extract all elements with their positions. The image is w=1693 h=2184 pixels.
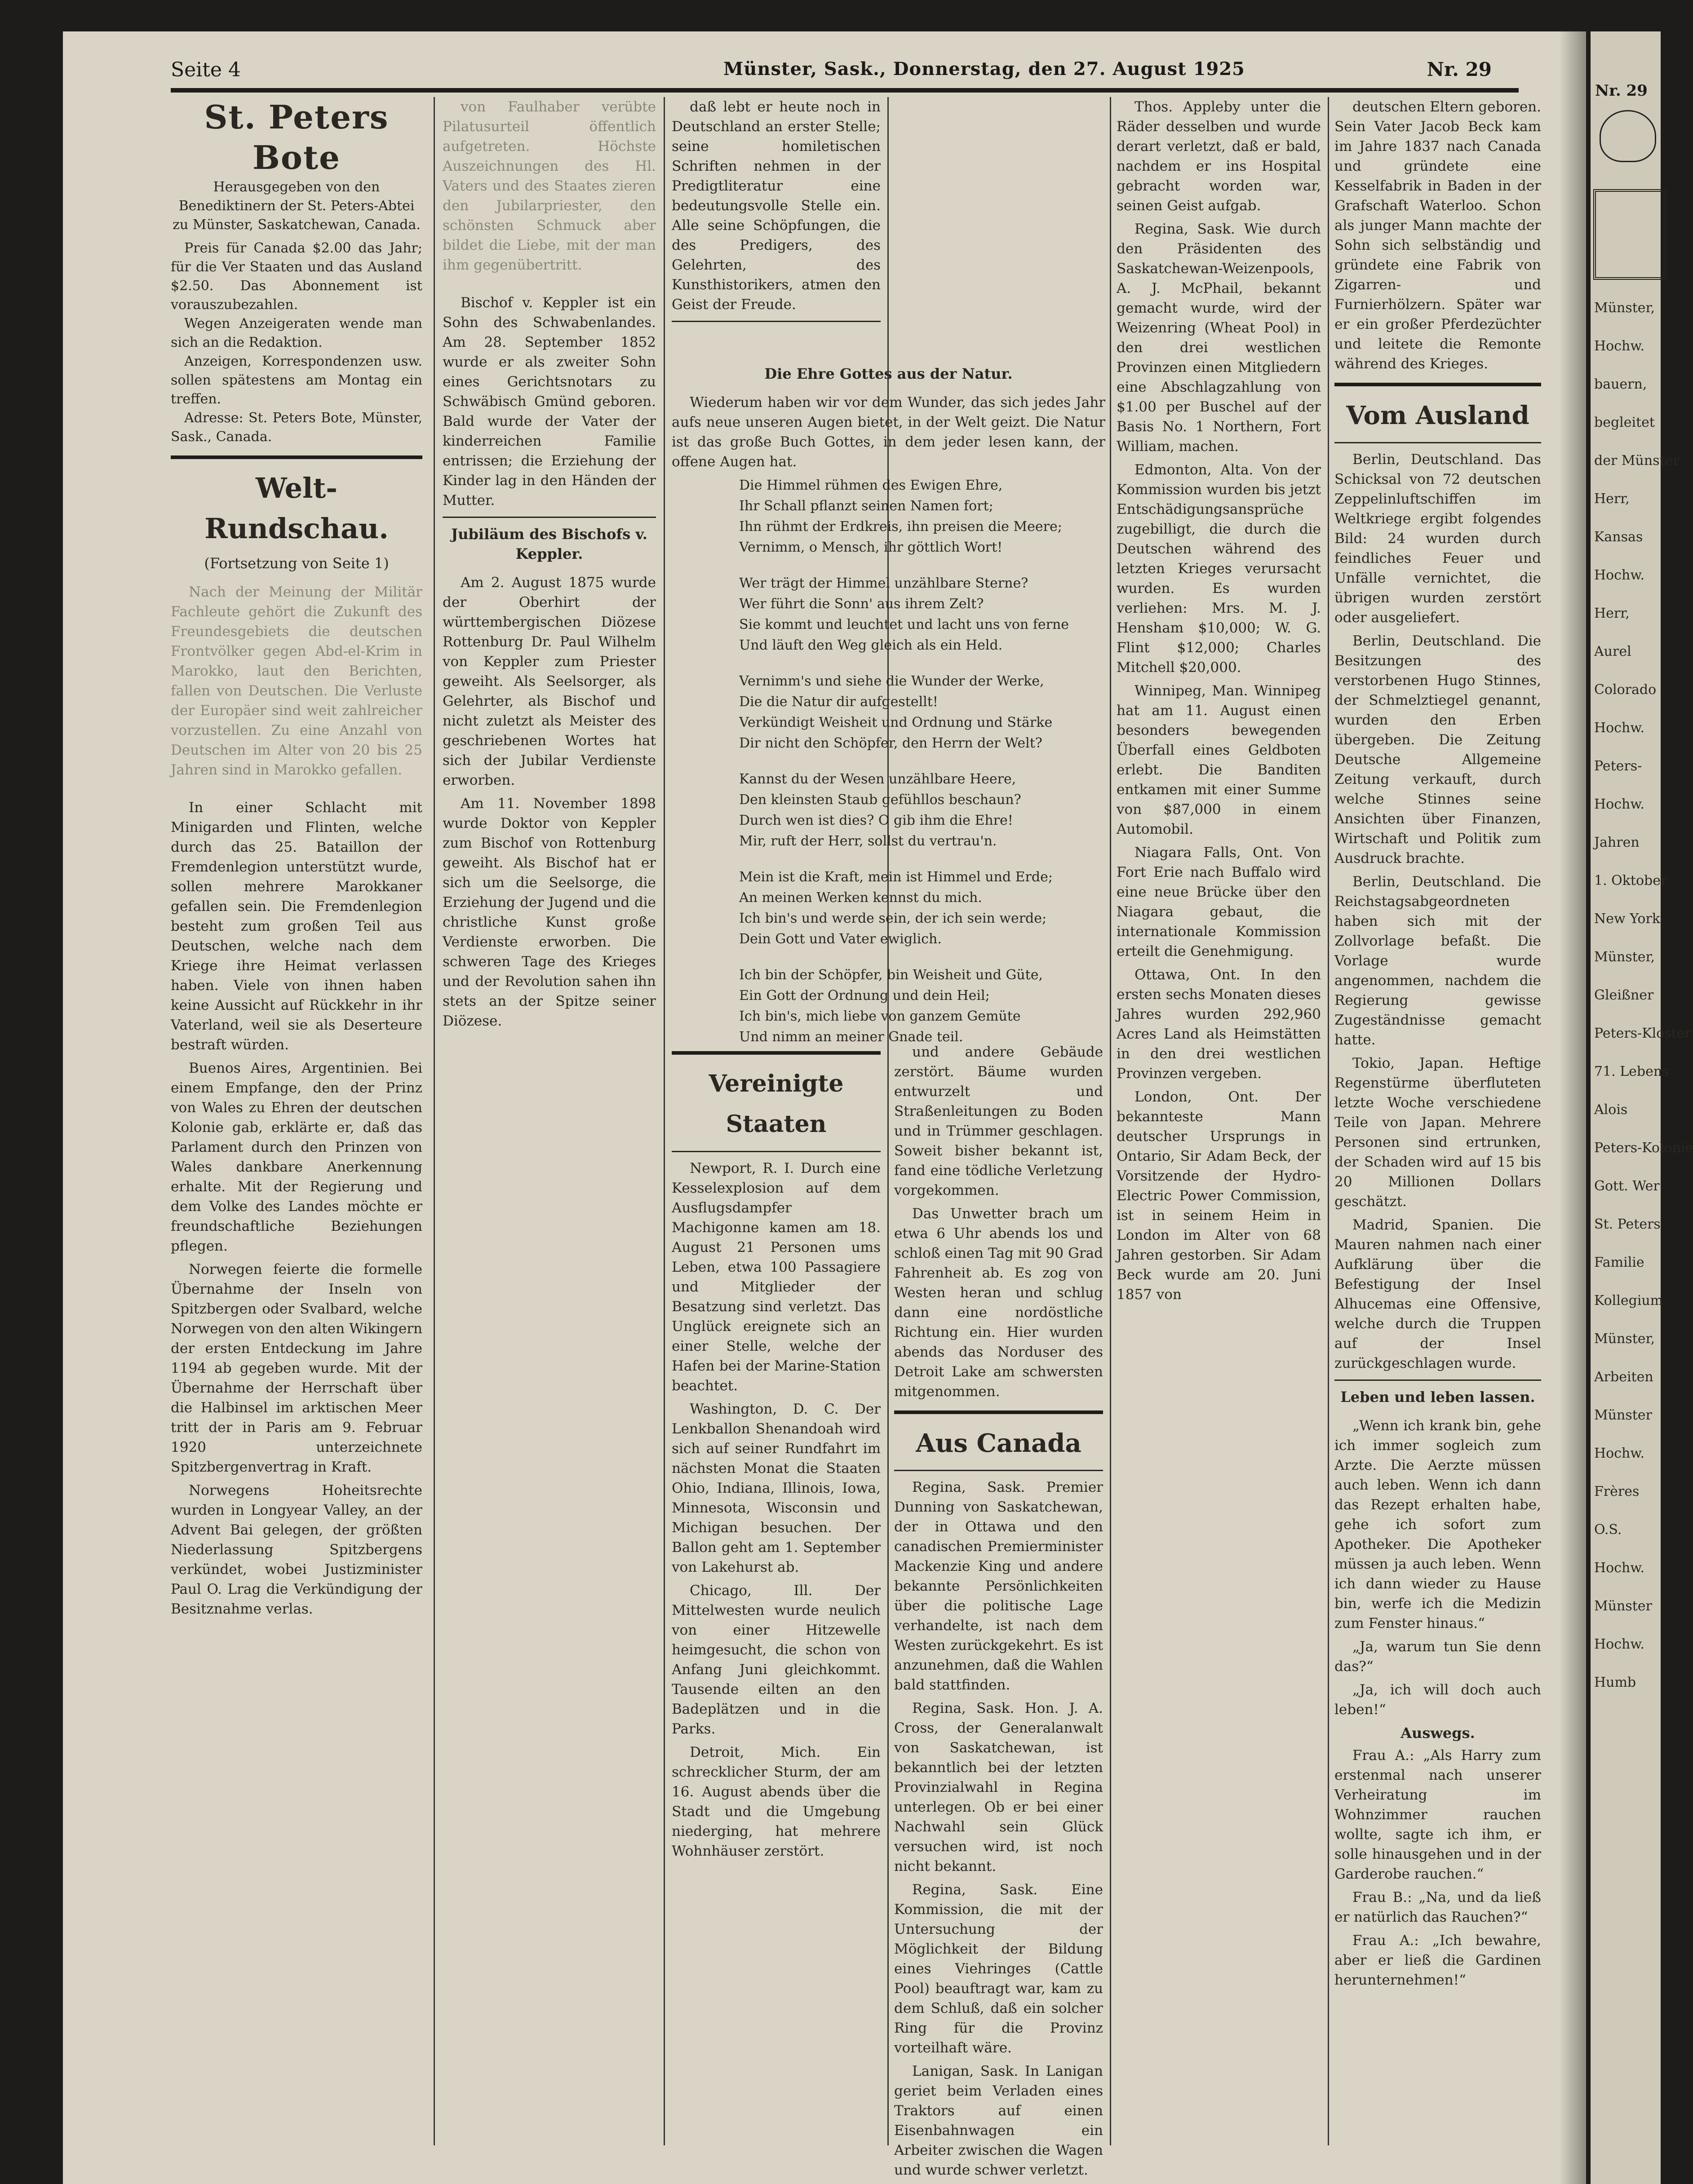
article-paragraph: Frau A.: „Als Harry zum erstenmal nach unserer Verheiratung im Wohnzimmer rauchen wollte, sagte ich ihm, er solle hinausgehen und in der Garderobe rauchen.“ bbox=[1334, 1747, 1541, 1882]
next-page-line: 71. Lebens bbox=[1594, 1064, 1669, 1079]
next-page-line: Peters-Kolonie bbox=[1594, 1140, 1693, 1156]
next-page-line: Frères bbox=[1594, 1484, 1640, 1499]
next-page-line: Münster, bbox=[1594, 300, 1655, 316]
next-page-line: Herr, bbox=[1594, 491, 1630, 507]
next-page-line: Hochw. bbox=[1594, 338, 1645, 354]
article-heading-jubilee: Jubiläum des Bischofs v. Keppler. bbox=[451, 526, 647, 562]
article-paragraph: Buenos Aires, Argentinien. Bei einem Empfange, den der Prinz von Wales zu Ehren der deutschen Kolonie gab, erklärte er, daß das Parlament durch den Prinzen von Wales dankbare Anerkennung erhalte. Mit der Regierung und dem Volke des Landes möchte er freundschaftliche Beziehungen pflegen. bbox=[171, 1060, 422, 1254]
article-paragraph: Lanigan, Sask. In Lanigan geriet beim Verladen eines Traktors auf einen Eisenbahnwagen ein Arbeiter zwischen die Wagen und wurde schwer verletzt. bbox=[894, 2063, 1103, 2178]
next-page-line: Peters- bbox=[1594, 758, 1642, 774]
continuation-note: (Fortsetzung von Seite 1) bbox=[204, 555, 389, 572]
section-heading-ausland: Vom Ausland bbox=[1346, 401, 1529, 430]
article-paragraph: Berlin, Deutschland. Die Besitzungen des verstorbenen Hugo Stinnes, der Schmelztiegel genannt, wurden den Erben übergeben. Die Zeitung Deutsche Allgemeine Zeitung verkauft, durch welche Stinnes seine Ansichten über Finanzen, Wirtschaft und Politik zum Ausdruck brachte. bbox=[1334, 633, 1541, 867]
article-paragraph: Tokio, Japan. Heftige Regenstürme überfluteten letzte Woche verschiedene Teile von Japan. Mehrere Personen sind ertrunken, der Schaden wird auf 15 bis 20 Millionen Dollars geschätzt. bbox=[1334, 1055, 1541, 1210]
article-paragraph: Edmonton, Alta. Von der Kommission wurden bis jetzt Entschädigungsansprüche zugebilligt, die durch die Deutschen während des letzten Krieges verursacht wurden. Es wurden verliehen: Mrs. M. J. Hensham $10,000; W. G. Flint $12,000; Charles Mitchell $20,000. bbox=[1117, 462, 1321, 676]
article-paragraph: Berlin, Deutschland. Die Reichstagsabgeordneten haben sich mit der Zollvorlage befaßt. Die Vorlage wurde angenommen, nachdem die Regierung gewisse Zugeständnisse gemacht hatte. bbox=[1334, 874, 1541, 1048]
article-paragraph: Norwegen feierte die formelle Übernahme der Inseln von Spitzbergen oder Svalbard, welche Norwegen von den alten Wikingern der ersten Entdeckung im Jahre 1194 ab gegeben wurde. Mit der Übernahme der Herrschaft über die Halbinsel im arktischen Meer tritt der in Paris am 9. Februar 1920 unterzeichnete Spitzbergenvertrag in Kraft. bbox=[171, 1261, 422, 1475]
column-2 bbox=[443, 97, 656, 1035]
next-page-line: Münster, bbox=[1594, 1331, 1655, 1347]
article-paragraph: Chicago, Ill. Der Mittelwesten wurde neulich von einer Hitzewelle heimgesucht, die schon von Anfang Juni gleichkommt. Tausende eilten an den Badeplätzen und in die Parks. bbox=[672, 1583, 881, 1737]
page-gutter-shadow bbox=[1559, 31, 1586, 2184]
masthead bbox=[171, 97, 422, 234]
section-rule bbox=[894, 1470, 1103, 1471]
article-paragraph: Berlin, Deutschland. Das Schicksal von 72 deutschen Zeppelinluftschiffen im Weltkriege ergibt folgendes Bild: 24 wurden durch feindliches Feuer und Unfälle vernichtet, die übrigen wurden zerstört oder ausgeliefert. bbox=[1334, 451, 1541, 626]
article-paragraph: Nach der Meinung der Militär Fachleute gehört die Zukunft des Freundesgebiets die deutschen Frontvölker gegen Abd-el-Krim in Marokko, laut den Berichten, fallen von Deutschen. Die Verluste der Europäer sind weit zahlreicher vorzustellen. Zu eine Anzahl von Deutschen im Alter von 20 bis 25 Jahren sind in Marokko gefallen. bbox=[171, 584, 422, 778]
poem-intro: Wiederum haben wir vor dem Wunder, das sich jedes Jahr aufs neue unseren Augen bietet, in der Welt geizt. Die Natur ist das große Buch Gottes, in dem jeder lesen kann, der offene Augen hat. bbox=[672, 394, 1105, 470]
poem-title: Die Ehre Gottes aus der Natur. bbox=[764, 365, 1013, 382]
column-rule bbox=[664, 97, 665, 2145]
next-page-line: Arbeiten bbox=[1594, 1369, 1653, 1385]
article-paragraph: Am 2. August 1875 wurde der Oberhirt der württembergischen Diözese Rottenburg Dr. Paul Wilhelm von Keppler zum Priester geweiht. Als Seelsorger, als Gelehrter, als Bischof und nicht zuletzt als Meister des geschriebenen Wortes hat sich der Jubilar Verdienste erworben. bbox=[443, 575, 656, 788]
masthead-title: St. Peters Bote bbox=[204, 98, 389, 177]
seal-emblem bbox=[1600, 110, 1656, 162]
article-paragraph: Thos. Appleby unter die Räder desselben und wurde derart verletzt, daß er bald, nachdem er ins Hospital gebracht worden war, seinen Geist aufgab. bbox=[1117, 99, 1321, 214]
article-rule bbox=[672, 321, 881, 322]
section-rule bbox=[894, 1410, 1103, 1414]
article-paragraph: „Ja, warum tun Sie denn das?“ bbox=[1334, 1639, 1541, 1675]
next-page-line: Münster bbox=[1594, 1407, 1652, 1423]
notice-info: Anzeigen, Korrespondenzen usw. sollen spätestens am Montag ein treffen. bbox=[171, 354, 422, 407]
next-page-line: 1. Oktober bbox=[1594, 873, 1667, 889]
next-page-line: Hochw. bbox=[1594, 567, 1645, 583]
column-4 bbox=[894, 1042, 1103, 2184]
section-rule bbox=[1334, 442, 1541, 443]
column-3-lower bbox=[672, 1042, 881, 1865]
poem-stanza: Kannst du der Wesen unzählbare Heere, Den kleinsten Staub gefühllos beschaun? Durch wen ist dies? O gib ihm die Ehre! Mir, ruft der Herr, sollst du vertrau'n. bbox=[739, 771, 1021, 849]
next-page-line: Humb bbox=[1594, 1675, 1636, 1690]
article-paragraph: Norwegens Hoheitsrechte wurden in Longyear Valley, an der Advent Bai gelegen, der größten Niederlassung Spitzbergens verkündet, wobei Justizminister Paul O. Lrag die Verkündigung der Besitznahme verlas. bbox=[171, 1482, 422, 1617]
dateline: Münster, Sask., Donnerstag, den 27. August 1925 bbox=[723, 58, 1245, 80]
article-paragraph: London, Ont. Der bekannteste Mann deutscher Ursprungs in Ontario, Sir Adam Beck, der Vorsitzende der Hydro-Electric Power Commission, ist in seinem Heim in London im Alter von 68 Jahren gestorben. Sir Adam Beck wurde am 20. Juni 1857 von bbox=[1117, 1089, 1321, 1303]
next-page-line: Hochw. bbox=[1594, 796, 1645, 812]
article-paragraph: Das Unwetter brach um etwa 6 Uhr abends los und schloß einen Tag mit 90 Grad Fahrenheit ab. Es zog von Westen heran und schlug dann eine nordöstliche Richtung ein. Hier wurden abends das Norduser des Detroit Lake am schwersten mitgenommen. bbox=[894, 1206, 1103, 1400]
section-heading-welt: Welt-Rundschau. bbox=[204, 472, 389, 545]
column-6 bbox=[1334, 97, 1541, 1994]
next-page-line: Herr, bbox=[1594, 606, 1630, 621]
next-page-line: Kansas bbox=[1594, 529, 1643, 545]
ornamental-box bbox=[1593, 189, 1666, 280]
next-page-line: Alois bbox=[1594, 1102, 1628, 1118]
ads-info: Wegen Anzeigeraten wende man sich an die Redaktion. bbox=[171, 316, 422, 350]
next-page-line: Colorado bbox=[1594, 682, 1657, 698]
section-heading-canada: Aus Canada bbox=[916, 1428, 1081, 1458]
article-paragraph: Detroit, Mich. Ein schrecklicher Sturm, der am 16. August abends über die Stadt und die Umgebung niederging, hat mehrere Wohnhäuser zerstört. bbox=[672, 1744, 881, 1859]
article-paragraph: In einer Schlacht mit Minigarden und Flinten, welche durch das 25. Bataillon der Fremdenlegion unterstützt wurde, sollen mehrere Marokkaner gefallen sein. Die Fremdenlegion besteht zum großen Teil aus Deutschen, welche nach dem Kriege ihre Heimat verlassen haben. Viele von ihnen haben keine Aussicht auf Rückkehr in ihr Vaterland, weil sie als Deserteure bestraft würden. bbox=[171, 800, 422, 1053]
article-paragraph: Madrid, Spanien. Die Mauren nahmen nach einer Aufklärung über die Befestigung der Insel Alhucemas eine Offensive, welche durch die Truppen auf der Insel zurückgeschlagen wurde. bbox=[1334, 1217, 1541, 1371]
next-page-line: Jahren bbox=[1594, 835, 1640, 850]
article-paragraph: „Wenn ich krank bin, gehe ich immer sogleich zum Arzte. Die Aerzte müssen auch leben. Wenn ich dann das Rezept erhalten habe, gehe ich sofort zum Apotheker. Die Apotheker müssen ja auch leben. Wenn ich dann wieder zu Hause bin, werfe ich die Medizin zum Fenster hinaus.“ bbox=[1334, 1418, 1541, 1631]
article-paragraph: Niagara Falls, Ont. Von Fort Erie nach Buffalo wird eine neue Brücke über den Niagara gebaut, die internationale Kommission erteilt die Genehmigung. bbox=[1117, 844, 1321, 959]
page-header bbox=[171, 58, 1519, 85]
article-rule bbox=[1334, 1379, 1541, 1381]
next-page-line: Münster, bbox=[1594, 949, 1655, 965]
article-paragraph: daß lebt er heute noch in Deutschland an erster Stelle; seine homiletischen Schriften nehmen in der Predigtliteratur eine bedeutungsvolle Stelle ein. Alle seine Schöpfungen, die des Predigers, des Gelehrten, des Kunsthistorikers, atmen den Geist der Freude. bbox=[672, 99, 881, 313]
next-page-line: Münster bbox=[1594, 1598, 1652, 1614]
article-paragraph: deutschen Eltern geboren. Sein Vater Jacob Beck kam im Jahre 1837 nach Canada und gründete eine Kesselfabrik in Baden in der Grafschaft Waterloo. Schon als junger Mann machte der Sohn sich selbständig und gründete eine Fabrik von Zigarren- und Furnierhölzern. Später war er ein großer Pferdezüchter und leitete die Remonte während des Krieges. bbox=[1334, 99, 1541, 372]
price-info: Preis für Canada $2.00 das Jahr; für die Ver Staaten und das Ausland $2.50. Das Abonnement ist vorauszubezahlen. bbox=[171, 240, 422, 313]
column-3 bbox=[672, 97, 881, 328]
article-rule bbox=[443, 517, 656, 518]
article-paragraph: Washington, D. C. Der Lenkballon Shenandoah wird sich auf seiner Rundfahrt im nächsten Monat die Staaten Ohio, Indiana, Illinois, Iowa, Minnesota, Wisconsin und Michigan besuchen. Der Ballon geht am 1. September von Lakehurst ab. bbox=[672, 1401, 881, 1575]
next-page-line: St. Peters bbox=[1594, 1216, 1661, 1232]
next-page-line: New York bbox=[1594, 911, 1660, 927]
section-rule bbox=[672, 1051, 881, 1055]
section-rule bbox=[1334, 383, 1541, 386]
next-page-line: Hochw. bbox=[1594, 1446, 1645, 1461]
address-info: Adresse: St. Peters Bote, Münster, Sask., Canada. bbox=[171, 410, 422, 445]
header-rule bbox=[171, 88, 1519, 93]
next-page-line: Peters-Kloster bbox=[1594, 1026, 1691, 1041]
article-paragraph: Frau B.: „Na, und da ließ er natürlich das Rauchen?“ bbox=[1334, 1889, 1541, 1925]
poem-stanza: Mein ist die Kraft, mein ist Himmel und Erde; An meinen Werken kennst du mich. Ich bin's und werde sein, der ich sein werde; Dein Gott und Vater ewiglich. bbox=[739, 869, 1053, 947]
next-page-text bbox=[1591, 298, 1693, 1693]
next-page-edge bbox=[1591, 31, 1693, 2184]
article-paragraph: Ottawa, Ont. In den ersten sechs Monaten dieses Jahres wurden 292,960 Acres Land als Heimstätten in den drei westlichen Provinzen vergeben. bbox=[1117, 967, 1321, 1082]
next-page-line: begleitet bbox=[1594, 415, 1655, 430]
article-paragraph: von Faulhaber verübte Pilatusurteil öffentlich aufgetreten. Höchste Auszeichnungen des Hl. Vaters und des Staates zieren den Jubilarpriester, den schönsten Schmuck aber bildet die Liebe, mit der man ihm gegenübertritt. bbox=[443, 99, 656, 273]
poem-stanza: Vernimm's und siehe die Wunder der Werke, Die die Natur dir aufgestellt! Verkündigt Weisheit und Ordnung und Stärke Dir nicht den Schöpfer, den Herrn der Welt? bbox=[739, 673, 1053, 751]
section-rule bbox=[672, 1151, 881, 1152]
next-page-line: Gleißner bbox=[1594, 987, 1654, 1003]
column-rule bbox=[1110, 97, 1111, 2145]
poem-stanza: Die Himmel rühmen des Ewigen Ehre, Ihr Schall pflanzt seinen Namen fort; Ihn rühmt der Erdkreis, ihn preisen die Meere; Vernimm, o Mensch, ihr göttlich Wort! bbox=[739, 477, 1062, 555]
article-paragraph: Regina, Sask. Premier Dunning von Saskatchewan, der in Ottawa und den canadischen Premierminister Mackenzie King und andere bekannte Persönlichkeiten über die politische Lage verhandelte, ist nach dem Westen zurückgekehrt. Es ist anzunehmen, daß die Wahlen bald stattfinden. bbox=[894, 1479, 1103, 1693]
next-page-line: bauern, bbox=[1594, 376, 1647, 392]
publication-info bbox=[171, 239, 422, 447]
article-paragraph: Regina, Sask. Wie durch den Präsidenten des Saskatchewan-Weizenpools, A. J. McPhail, bekannt gemacht wurde, wird der Weizenring (Wheat Pool) in den drei westlichen Provinzen einen Mitgliedern eine Abschlagzahlung von $1.00 per Buschel auf der Basis No. 1 Northern, Fort William, machen. bbox=[1117, 221, 1321, 455]
article-paragraph: Newport, R. I. Durch eine Kesselexplosion auf dem Ausflugsdampfer Machigonne kamen am 18. August 21 Personen ums Leben, etwa 100 Passagiere und Mitglieder der Besatzung sind verletzt. Das Unglück ereignete sich an einer Stelle, welche der Hafen bei der Marine-Station beachtet. bbox=[672, 1160, 881, 1394]
poem-stanza: Wer trägt der Himmel unzählbare Sterne? Wer führt die Sonn' aus ihrem Zelt? Sie kommt und leuchtet und lacht uns von ferne Und läuft den Weg gleich als ein Held. bbox=[739, 575, 1069, 653]
masthead-subtitle: Herausgegeben von den Benediktinern der St. Peters-Abtei zu Münster, Saskatchewan, Canada. bbox=[173, 179, 421, 233]
issue-number: Nr. 29 bbox=[1427, 58, 1492, 80]
page-number-left: Seite 4 bbox=[171, 58, 241, 81]
article-heading-humor: Leben und leben lassen. bbox=[1340, 1388, 1535, 1406]
next-page-line: Hochw. bbox=[1594, 720, 1645, 736]
article-paragraph: Regina, Sask. Hon. J. A. Cross, der Generalanwalt von Saskatchewan, ist bekanntlich bei der letzten Provinzialwahl in Regina unterlegen. Ob er bei einer Nachwahl sein Glück versuchen wird, ist noch nicht bekannt. bbox=[894, 1700, 1103, 1875]
article-paragraph: und andere Gebäude zerstört. Bäume wurden entwurzelt und Straßenleitungen zu Boden und in Trümmer geschlagen. Soweit bisher bekannt ist, fand eine tödliche Verletzung vorgekommen. bbox=[894, 1044, 1103, 1198]
column-rule bbox=[1328, 97, 1329, 2145]
column-1 bbox=[171, 97, 422, 1623]
section-rule bbox=[171, 455, 422, 459]
next-page-line: Aurel bbox=[1594, 644, 1631, 659]
article-paragraph: Regina, Sask. Eine Kommission, die mit der Untersuchung der Möglichkeit der Bildung eines Viehringes (Cattle Pool) beauftragt war, kam zu dem Schluß, daß ein solcher Ring für die Provinz vorteilhaft wäre. bbox=[894, 1882, 1103, 2056]
next-page-line: Kollegium bbox=[1594, 1293, 1663, 1309]
article-paragraph: Am 11. November 1898 wurde Doktor von Keppler zum Bischof von Rottenburg geweiht. Als Bischof hat er sich um die Seelsorge, die Erziehung der Jugend und die christliche Kunst große Verdienste erworben. Die schweren Tage des Krieges und der Revolution sahen ihn stets an der Spitze seiner Diözese. bbox=[443, 796, 656, 1029]
poem-stanza: Ich bin der Schöpfer, bin Weisheit und Güte, Ein Gott der Ordnung und dein Heil; Ich bin's, mich liebe von ganzem Gemüte Und nimm an meiner Gnade teil. bbox=[739, 967, 1043, 1045]
next-page-line: Hochw. bbox=[1594, 1636, 1645, 1652]
article-paragraph: Winnipeg, Man. Winnipeg hat am 11. August einen besonders bewegenden Überfall eines Geldboten erlebt. Die Banditen entkamen mit einer Summe von $87,000 in einem Automobil. bbox=[1117, 683, 1321, 837]
next-page-line: O.S. bbox=[1594, 1522, 1622, 1538]
article-paragraph: Bischof v. Keppler ist ein Sohn des Schwabenlandes. Am 28. September 1852 wurde er als zweiter Sohn eines Gerichtsnotars zu Schwäbisch Gmünd geboren. Bald wurde der Vater der kinderreichen Familie entrissen; die Erziehung der Kinder lag in den Händen der Mutter. bbox=[443, 295, 656, 508]
poem-section bbox=[672, 359, 1105, 1063]
next-page-line: Familie bbox=[1594, 1255, 1644, 1270]
column-rule bbox=[434, 97, 435, 2145]
section-heading-vs: Vereinigte Staaten bbox=[709, 1070, 844, 1138]
next-page-line: Gott. Wer bbox=[1594, 1178, 1660, 1194]
article-paragraph: „Ja, ich will doch auch leben!“ bbox=[1334, 1682, 1541, 1718]
next-page-line: Hochw. bbox=[1594, 1560, 1645, 1576]
article-paragraph: Frau A.: „Ich bewahre, aber er ließ die Gardinen herunternehmen!“ bbox=[1334, 1932, 1541, 1988]
poem-body bbox=[672, 475, 1105, 1048]
next-page-line: der Münster bbox=[1594, 453, 1680, 469]
next-page-number: Nr. 29 bbox=[1595, 82, 1648, 100]
article-heading-ausweg: Auswegs. bbox=[1400, 1724, 1475, 1742]
column-5 bbox=[1117, 97, 1321, 1308]
